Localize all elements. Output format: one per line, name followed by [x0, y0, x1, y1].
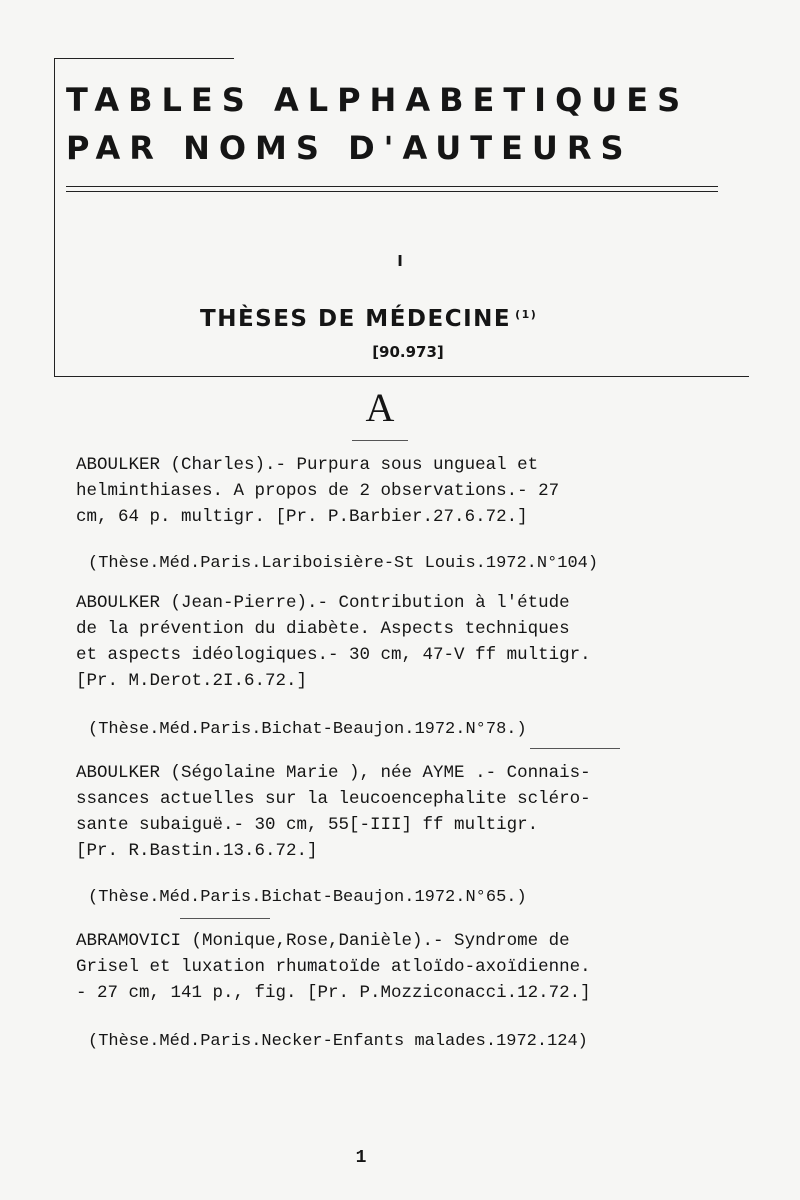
separator-rule	[530, 748, 620, 749]
entry-reference: (Thèse.Méd.Paris.Lariboisière-St Louis.1972.N°104)	[88, 554, 599, 573]
entry-line: de la prévention du diabète. Aspects techniques	[76, 619, 570, 639]
entry-line: cm, 64 p. multigr. [Pr. P.Barbier.27.6.72.]	[76, 507, 528, 527]
entry-line: ABRAMOVICI (Monique,Rose,Danièle).- Syndrome de	[76, 931, 570, 951]
header-box-bottom-rule	[54, 376, 749, 377]
entry-line: sante subaiguë.- 30 cm, 55[-III] ff multigr.	[76, 815, 539, 835]
letter-heading: A	[365, 385, 395, 430]
entry-line: [Pr. R.Bastin.13.6.72.]	[76, 841, 318, 861]
section-number: I	[397, 252, 403, 270]
entry-line: helminthiases. A propos de 2 observations.- 27	[76, 481, 560, 501]
title-double-rule-bottom	[66, 191, 718, 192]
entry-line: ABOULKER (Jean-Pierre).- Contribution à l'étude	[76, 593, 570, 613]
entry-line: et aspects idéologiques.- 30 cm, 47-V ff multigr.	[76, 645, 591, 665]
entry	[76, 928, 676, 1006]
section-code: [90.973]	[372, 343, 444, 361]
letter-underline	[352, 440, 408, 441]
entry	[76, 590, 676, 694]
page-number: 1	[355, 1148, 367, 1168]
separator-rule	[180, 918, 270, 919]
entry-reference: (Thèse.Méd.Paris.Necker-Enfants malades.1972.124)	[88, 1032, 588, 1051]
section-footnote-marker: (1)	[515, 308, 538, 321]
title-double-rule-top	[66, 186, 718, 187]
entry-line: - 27 cm, 141 p., fig. [Pr. P.Mozziconacci.12.72.]	[76, 983, 591, 1003]
section-title-wrap	[200, 306, 600, 332]
header-box-left-rule	[54, 58, 55, 376]
entry	[76, 452, 676, 530]
header-box-top-rule	[54, 58, 234, 59]
entry-line: [Pr. M.Derot.2I.6.72.]	[76, 671, 308, 691]
entry-line: ssances actuelles sur la leucoencephalite scléro-	[76, 789, 591, 809]
entry-line: Grisel et luxation rhumatoïde atloïdo-axoïdienne.	[76, 957, 591, 977]
title-line-1: TABLES ALPHABETIQUES	[66, 81, 690, 119]
title-line-2: PAR NOMS D'AUTEURS	[66, 129, 633, 167]
section-title: THÈSES DE MÉDECINE	[200, 306, 512, 332]
entry	[76, 760, 676, 864]
entry-reference: (Thèse.Méd.Paris.Bichat-Beaujon.1972.N°78.)	[88, 720, 527, 739]
entry-reference: (Thèse.Méd.Paris.Bichat-Beaujon.1972.N°65.)	[88, 888, 527, 907]
entry-line: ABOULKER (Charles).- Purpura sous ungueal et	[76, 455, 539, 475]
entry-line: ABOULKER (Ségolaine Marie ), née AYME .- Connais-	[76, 763, 591, 783]
